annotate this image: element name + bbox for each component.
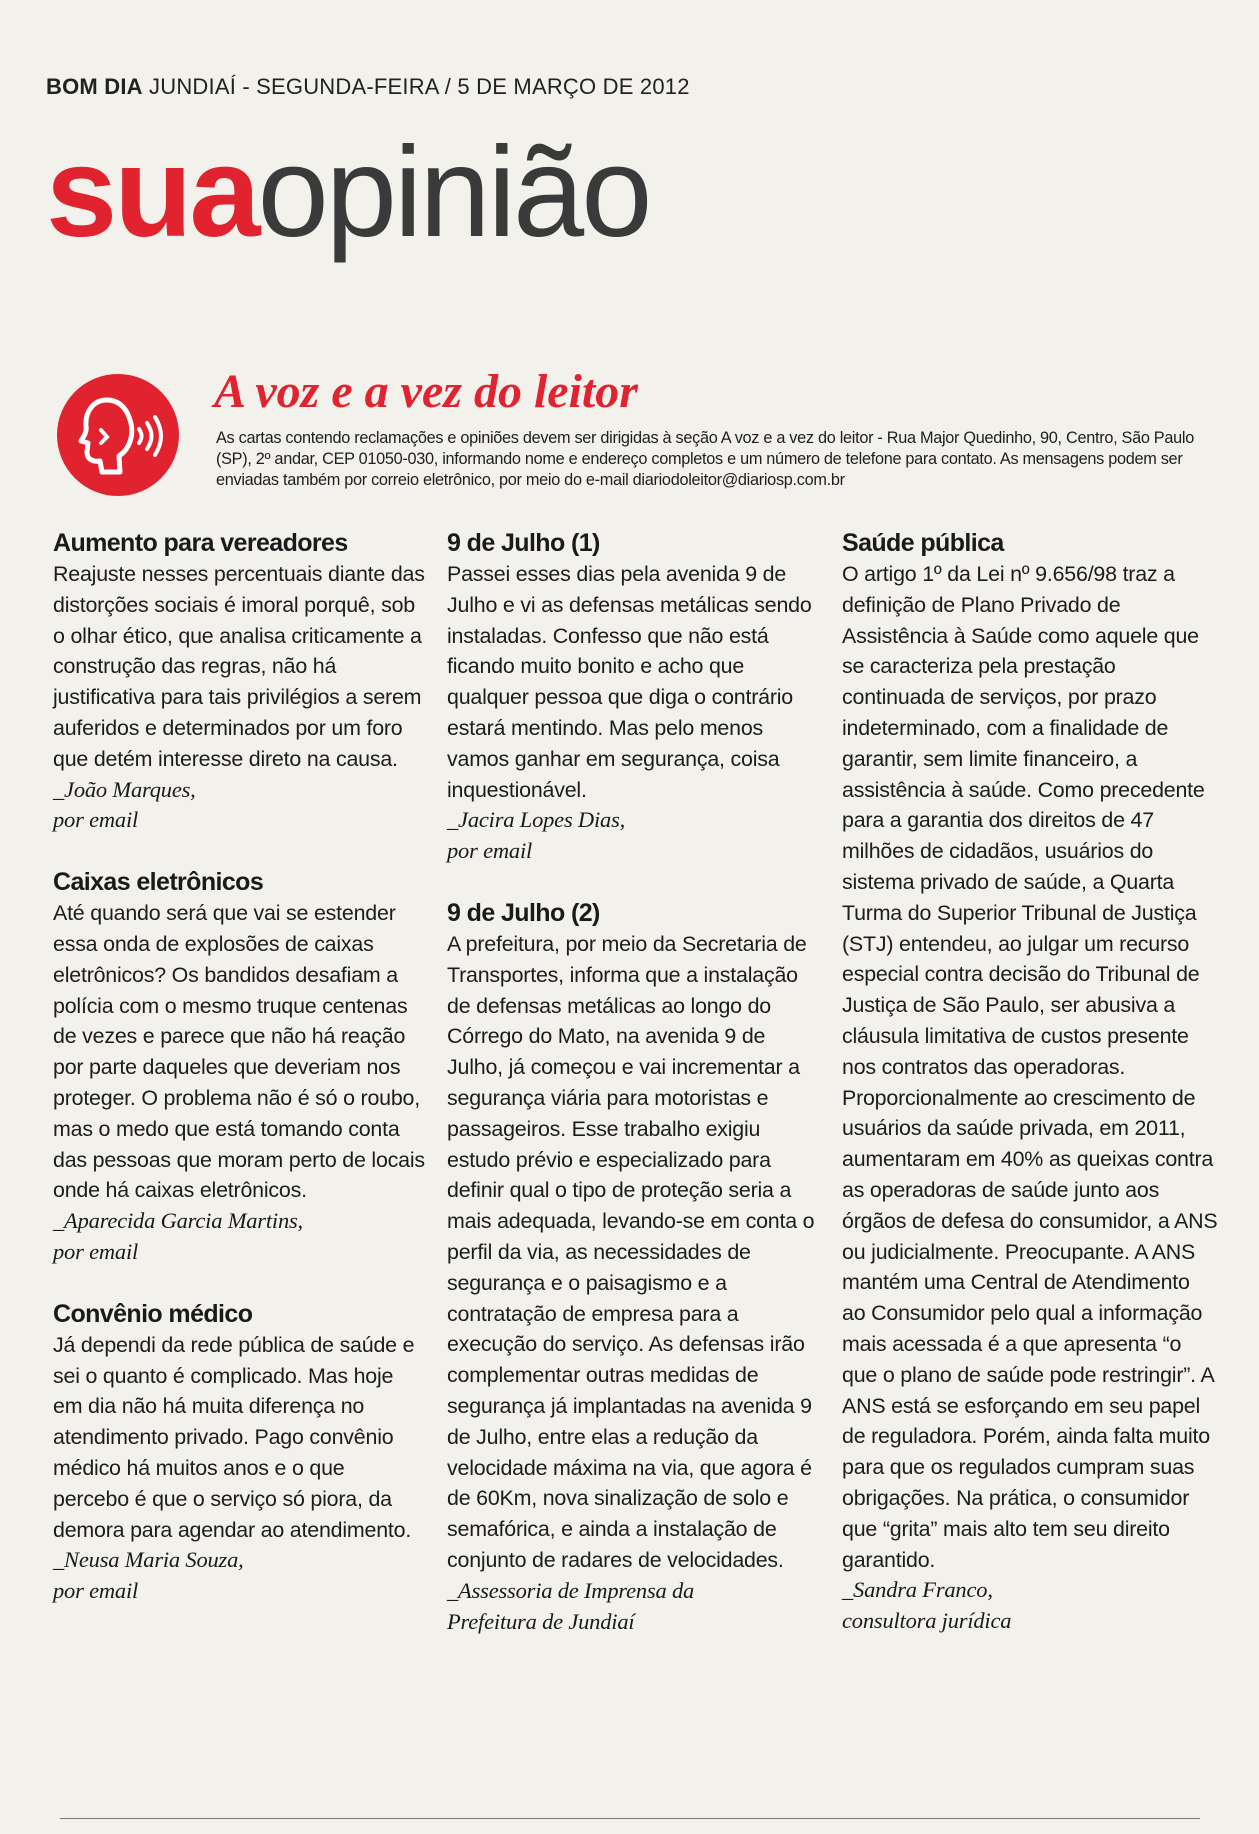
letter-body: Passei esses dias pela avenida 9 de Julho e vi as defensas metálicas sendo instaladas. Confesso que não está ficando muito bonito e acho que qualquer pessoa que diga o contrário estará mentindo. Mas pelo menos vamos ganhar em segurança, coisa inquestionável. — [447, 562, 812, 802]
letter-author: _Sandra Franco, — [842, 1577, 993, 1603]
letter-body: Reajuste nesses percentuais diante das distorções sociais é imoral porquê, sob o olhar ético, que analisa criticamente a construção das regras, não há justificativa para tais privilégios a serem auferidos e determinados por um foro que detém interesse direto na causa. — [53, 562, 425, 771]
letter-signature — [842, 1575, 1218, 1637]
letter — [447, 897, 817, 1637]
section-title: A voz e a vez do leitor — [214, 365, 638, 418]
letter — [53, 1298, 425, 1607]
letter-title: Aumento para vereadores — [53, 529, 348, 557]
speaking-head-icon — [57, 374, 179, 496]
letter-body: A prefeitura, por meio da Secretaria de Transportes, informa que a instalação de defensas metálicas ao longo do Córrego do Mato, na avenida 9 de Julho, já começou e vai incrementar a segurança viária para motoristas e passageiros. Esse trabalho exigiu estudo prévio e especializado para definir qual o tipo de proteção seria a mais adequada, levando-se em conta o perfil da via, as necessidades de segurança e o paisagismo e a contratação de empresa para a execução do serviço. As defensas irão complementar outras medidas de segurança já implantadas na avenida 9 de Julho, entre elas a redução da velocidade máxima na via, que agora é de 60Km, nova sinalização de solo e semafórica, e ainda a instalação de conjunto de radares de velocidades. — [447, 931, 815, 1572]
letter-body: Até quando será que vai se estender essa onda de explosões de caixas eletrônicos? Os bandidos desafiam a polícia com o mesmo truque centenas de vezes e parece que não há reação por parte daqueles que deveriam nos proteger. O problema não é só o roubo, mas o medo que está tomando conta das pessoas que moram perto de locais onde há caixas eletrônicos. — [53, 901, 425, 1203]
letter — [53, 527, 425, 836]
letter-signature — [447, 1576, 817, 1638]
letter-title: 9 de Julho (2) — [447, 898, 600, 927]
letter-signature — [53, 1545, 425, 1607]
dateline-text: JUNDIAÍ - SEGUNDA-FEIRA / 5 DE MARÇO DE 2012 — [149, 74, 690, 99]
letter-author-role: consultora jurídica — [842, 1608, 1012, 1634]
letter-title: 9 de Julho (1) — [447, 529, 600, 557]
letter — [447, 527, 817, 867]
bottom-rule — [60, 1818, 1200, 1819]
column-3 — [842, 527, 1218, 1667]
letter-author: _Jacira Lopes Dias, — [447, 807, 626, 833]
dateline — [46, 74, 690, 100]
letter-author-role: por email — [53, 1238, 139, 1264]
letter-title: Saúde pública — [842, 529, 1004, 557]
section-submission-note: As cartas contendo reclamações e opiniões devem ser dirigidas à seção A voz e a vez do leitor - Rua Major Quedinho, 90, Centro, São Paulo (SP), 2º andar, CEP 01050-030, informando nome e endereço completos e um número de telefone para contato. As mensagens podem ser enviadas também por correio eletrônico, por meio do e-mail diariodoleitor@diariosp.com.br — [216, 429, 1194, 489]
letter-signature — [53, 1206, 425, 1268]
letter-author-role: por email — [53, 807, 139, 833]
masthead-sua: sua — [46, 121, 258, 264]
letter-signature — [53, 775, 425, 837]
letter-body: Já dependi da rede pública de saúde e sei o quanto é complicado. Mas hoje em dia não há muita diferença no atendimento privado. Pago convênio médico há muitos anos e o que percebo é que o serviço só piora, da demora para agendar ao atendimento. — [53, 1332, 415, 1542]
letter-author-role: por email — [447, 838, 533, 864]
letter-title: Caixas eletrônicos — [53, 868, 264, 897]
masthead-opiniao: opinião — [257, 121, 650, 264]
column-2 — [447, 527, 817, 1667]
letter-signature — [447, 805, 817, 867]
letter-author: _Aparecida Garcia Martins, — [53, 1208, 303, 1234]
letter-title: Convênio médico — [53, 1299, 253, 1328]
letter — [53, 866, 425, 1268]
letter-author: _João Marques, — [53, 776, 196, 802]
letter-body: O artigo 1º da Lei nº 9.656/98 traz a definição de Plano Privado de Assistência à Saúde como aquele que se caracteriza pela prestação continuada de serviços, por prazo indeterminado, com a finalidade de garantir, sem limite financeiro, a assistência à saúde. Como precedente para a garantia dos direitos de 47 milhões de cidadãos, usuários do sistema privado de saúde, a Quarta Turma do Superior Tribunal de Justiça (STJ) entendeu, ao julgar um recurso especial contra decisão do Tribunal de Justiça de São Paulo, ser abusiva a cláusula limitativa de custos presente nos contratos das operadoras. Proporcionalmente ao crescimento de usuários da saúde privada, em 2011, aumentaram em 40% as queixas contra as operadoras de saúde junto aos órgãos de defesa do consumidor, a ANS ou judicialmente. Preocupante. A ANS mantém uma Central de Atendimento ao Consumidor pelo qual a informação mais acessada é a que apresenta “o que o plano de saúde pode restringir”. A ANS está se esforçando em seu papel de reguladora. Porém, ainda falta muito para que os regulados cumpram suas obrigações. Na prática, o consumidor que “grita” mais alto tem seu direito garantido. — [842, 562, 1218, 1572]
letter-author: _Assessoria de Imprensa da — [447, 1577, 695, 1603]
brand-name: BOM DIA — [46, 74, 143, 99]
section-masthead — [46, 121, 650, 264]
letter — [842, 527, 1218, 1637]
letter-author: _Neusa Maria Souza, — [53, 1547, 244, 1573]
column-1 — [53, 527, 425, 1637]
letter-author-role: por email — [53, 1578, 139, 1604]
letter-author-role: Prefeitura de Jundiaí — [447, 1608, 635, 1634]
